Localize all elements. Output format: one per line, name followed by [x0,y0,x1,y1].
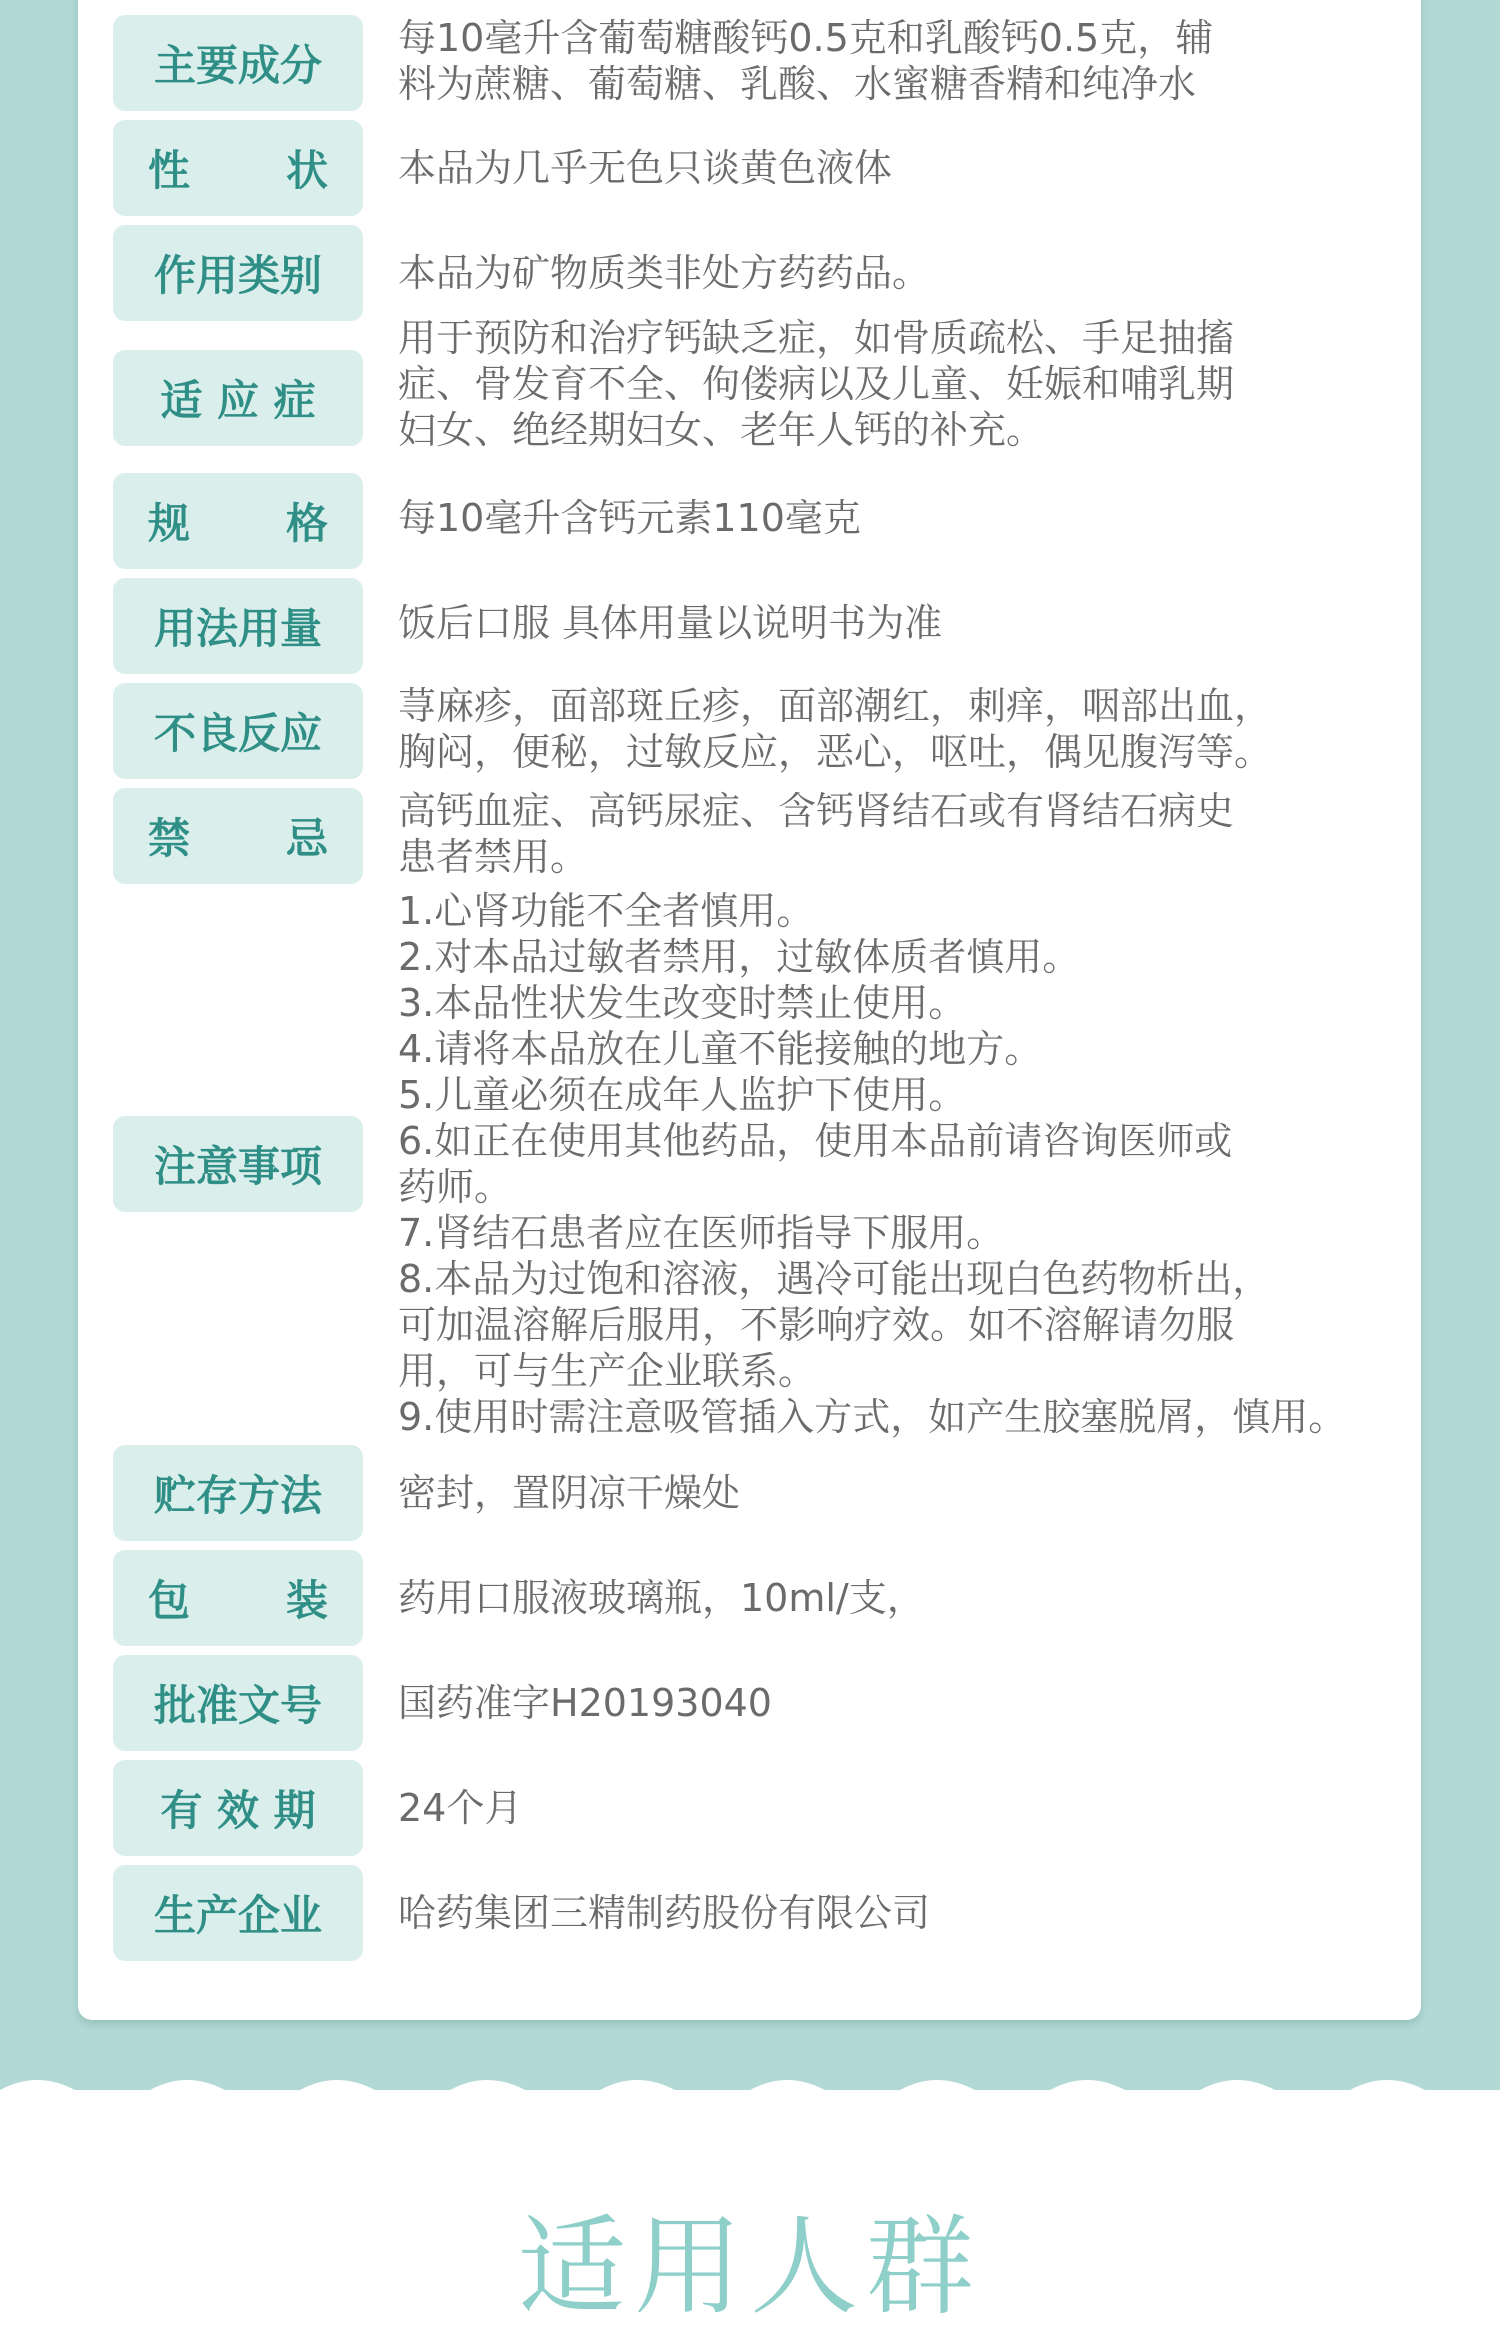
row-label: 用法用量 [113,578,363,674]
row-content: 24个月 [398,1786,523,1830]
row-content: 高钙血症、高钙尿症、含钙肾结石或有肾结石病史 患者禁用。 [398,789,1235,879]
row-content: 哈药集团三精制药股份有限公司 [398,1891,931,1935]
row-content: 药用口服液玻璃瓶，10ml/支， [398,1576,925,1620]
row-content: 密封，置阴凉干燥处 [398,1471,741,1515]
row-content: 国药准字H20193040 [398,1681,772,1725]
row-content: 每10毫升含葡萄糖酸钙0.5克和乳酸钙0.5克，辅 料为蔗糖、葡萄糖、乳酸、水蜜糖香精和纯净水 [398,16,1214,106]
row-label [113,788,363,884]
wave-divider [0,2060,1500,2120]
row-content: 1.心肾功能不全者慎用。 2.对本品过敏者禁用，过敏体质者慎用。 3.本品性状发生改变时禁止使用。 4.请将本品放在儿童不能接触的地方。 5.儿童必须在成年人监护下使用。 6.如正在使用其他药品，使用本品前请咨询医师或 药师。 7.肾结石患者应在医师指导下服用。 8.本品为过饱和溶液，遇冷可能出现白色药物析出， 可加温溶解后服用，不影响疗效。如不溶解请勿服 用，可与生产企业联系。 9.使用时需注意吸管插入方式，如产生胶塞脱屑，慎用。 [398,889,1347,1439]
section-title: 适用人群 [517,2205,982,2330]
label-char-2: 忌 [285,814,328,863]
row-label [113,1550,363,1646]
row-label: 注意事项 [113,1116,363,1212]
label-char-2: 格 [285,499,328,548]
row-content: 饭后口服 具体用量以说明书为准 [398,601,943,645]
row-label: 作用类别 [113,225,363,321]
label-char-1: 规 [148,499,191,548]
row-label: 主要成分 [113,15,363,111]
row-content: 本品为几乎无色只谈黄色液体 [398,146,893,190]
label-char-2: 状 [285,146,328,195]
label-char-1: 包 [148,1576,191,1625]
row-label: 有 效 期 [113,1760,363,1856]
row-label: 不良反应 [113,683,363,779]
row-label [113,473,363,569]
label-char-1: 禁 [148,814,191,863]
label-char-2: 装 [285,1576,328,1625]
row-label: 适 应 症 [113,350,363,446]
row-content: 本品为矿物质类非处方药药品。 [398,251,931,295]
row-content: 荨麻疹，面部斑丘疹，面部潮红，刺痒，咽部出血， 胸闷，便秘，过敏反应，恶心，呕吐，偶见腹泻等。 [398,684,1273,774]
row-label: 生产企业 [113,1865,363,1961]
info-card [78,0,1421,2020]
row-label: 批准文号 [113,1655,363,1751]
label-char-1: 性 [148,146,191,195]
row-content: 用于预防和治疗钙缺乏症，如骨质疏松、手足抽搐 症、骨发育不全、佝偻病以及儿童、妊娠和哺乳期 妇女、绝经期妇女、老年人钙的补充。 [398,316,1235,452]
row-label: 贮存方法 [113,1445,363,1541]
row-label [113,120,363,216]
row-content: 每10毫升含钙元素110毫克 [398,496,861,540]
